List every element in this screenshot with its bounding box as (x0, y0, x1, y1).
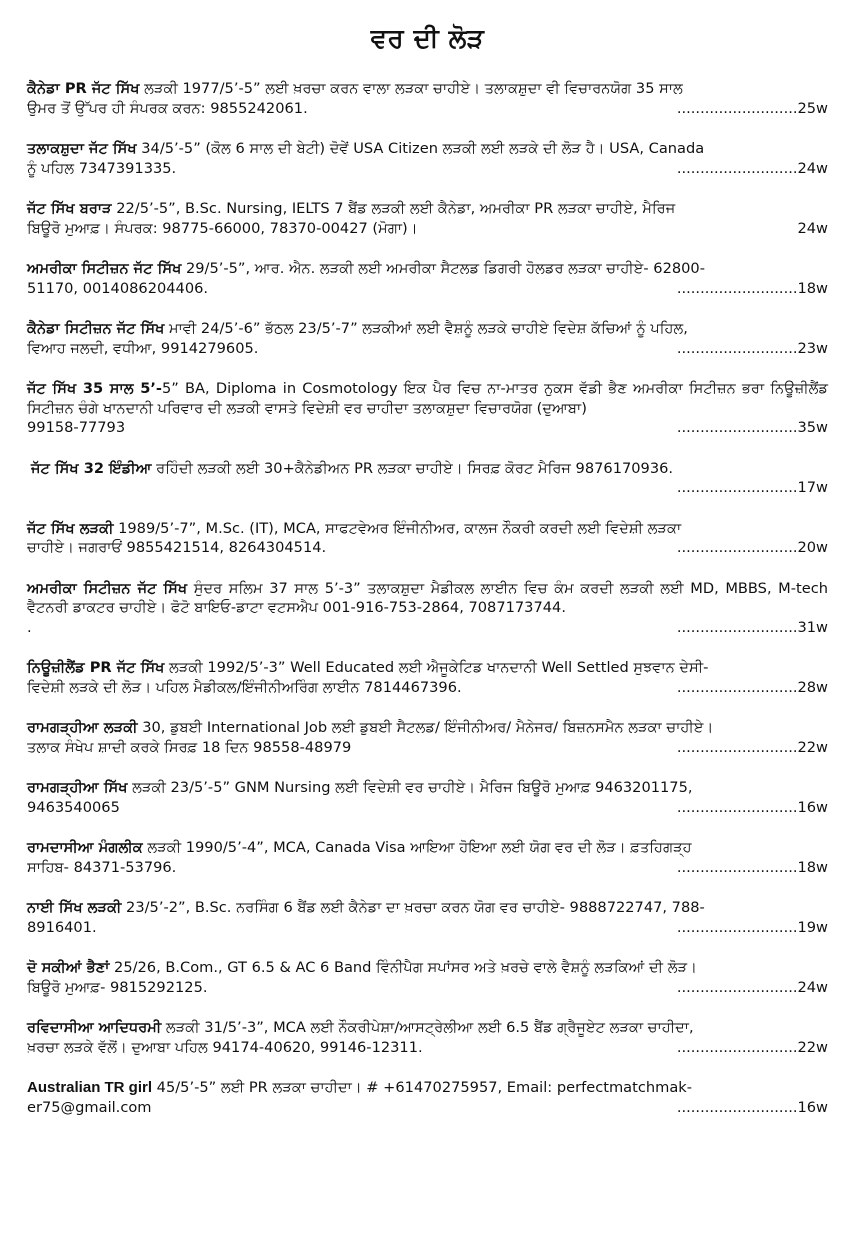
ad-text-end: . (27, 618, 32, 636)
ad-heading: ਜੱਟ ਸਿੱਖ 32 ਇੰਡੀਆ (31, 459, 152, 477)
ad-code: ..........................31w (676, 618, 828, 636)
ad-code: ..........................16w (676, 798, 828, 816)
ad-code: ..........................18w (676, 858, 828, 876)
ad-text-end: ਉਮਰ ਤੋਂ ਉੱਪਰ ਹੀ ਸੰਪਰਕ ਕਰਨ: 9855242061. (27, 99, 308, 117)
list-item (27, 519, 828, 558)
list-item (27, 958, 828, 997)
ad-text-end: ਬਿਊਰੋ ਮੁਆਫ਼- 9815292125. (27, 978, 208, 996)
ad-heading: ਕੈਨੇਡਾ ਸਿਟੀਜ਼ਨ ਜੱਟ ਸਿੱਖ (27, 320, 165, 337)
ad-text: ਲੜਕੀ 31/5’-3”, MCA ਲਈ ਨੌਕਰੀਪੇਸ਼ਾ/ਆਸਟ੍ਰੇਲੀਆ ਲਈ 6.5 ਬੈਂਡ ਗ੍ਰੈਜੂਏਟ ਲੜਕਾ ਚਾਹੀਦਾ, (161, 1019, 694, 1036)
ad-heading: Australian TR girl (27, 1079, 153, 1096)
ad-code: ..........................24w (676, 978, 828, 996)
ad-heading: ਰਾਮਦਾਸੀਆ ਮੰਗਲੀਕ (27, 839, 143, 856)
list-item (27, 199, 828, 238)
ad-text: ਲੜਕੀ 1992/5’-3” Well Educated ਲਈ ਐਜੂਕੇਟਿਡ ਖਾਨਦਾਨੀ Well Settled ਸੁਝਵਾਨ ਦੇਸੀ- (164, 659, 709, 676)
matrimonial-ads-list (27, 79, 828, 1117)
ad-text: 25/26, B.Com., GT 6.5 & AC 6 Band ਵਿੰਨੀਪੈਗ ਸਪਾਂਸਰ ਅਤੇ ਖ਼ਰਚੇ ਵਾਲੇ ਵੈਸ਼ਨੂੰ ਲੜਕਿਆਂ ਦੀ ਲੋੜ। (109, 959, 697, 976)
list-item (27, 778, 828, 817)
ad-code: ..........................20w (676, 539, 828, 556)
ad-heading: ਅਮਰੀਕਾ ਸਿਟੀਜ਼ਨ ਜੱਟ ਸਿੱਖ (27, 579, 188, 597)
ad-text: ਲੜਕੀ 23/5’-5” GNM Nursing ਲਈ ਵਿਦੇਸ਼ੀ ਵਰ ਚਾਹੀਏ। ਮੈਰਿਜ ਬਿਊਰੋ ਮੁਆਫ਼ 9463201175, (127, 779, 693, 796)
ad-text: 5” BA, Diploma in Cosmotology ਇਕ ਪੈਰ ਵਿਚ ਨਾ-ਮਾਤਰ ਨੁਕਸ ਵੱਡੀ ਭੈਣ ਅਮਰੀਕਾ ਸਿਟੀਜ਼ਨ ਭਰਾ ਨਿਊਜ਼ੀਲੈਂਡ ਸਿਟੀਜ਼ਨ ਚੰਗੇ ਖਾਨਦਾਨੀ ਪਰਿਵਾਰ ਦੀ ਲੜਕੀ ਵਾਸਤੇ ਵਿਦੇਸ਼ੀ ਵਰ ਚਾਹੀਦਾ ਤਲਾਕਸ਼ੁਦਾ ਵਿਚਾਰਯੋਗ (ਦੁਆਬਾ) (27, 380, 828, 417)
ad-text-end: 8916401. (27, 918, 97, 936)
list-item (27, 1018, 828, 1057)
ad-text: ਸੁੰਦਰ ਸਲਿਮ 37 ਸਾਲ 5’-3” ਤਲਾਕਸ਼ੁਦਾ ਮੈਡੀਕਲ ਲਾਈਨ ਵਿਚ ਕੰਮ ਕਰਦੀ ਲੜਕੀ ਲਈ MD, MBBS, M-tech ਵੈਟਨਰੀ ਡਾਕਟਰ ਚਾਹੀਏ। ਫੋਟੋ ਬਾਇਓ-ਡਾਟਾ ਵਟਸਐਪ 001-916-753-2864, 7087173744. (27, 579, 828, 616)
ad-heading: ਅਮਰੀਕਾ ਸਿਟੀਜ਼ਨ ਜੱਟ ਸਿੱਖ (27, 260, 182, 277)
ad-text: 30, ਡੁਬਈ International Job ਲਈ ਡੁਬਈ ਸੈਟਲਡ/ ਇੰਜੀਨੀਅਰ/ ਮੈਨੇਜਰ/ ਬਿਜ਼ਨਸਮੈਨ ਲੜਕਾ ਚਾਹੀਏ। (137, 719, 714, 736)
ad-code: ..........................17w (676, 479, 828, 496)
ad-text: ਮਾਵੀ 24/5’-6” ਭੱਠਲ 23/5’-7” ਲੜਕੀਆਂ ਲਈ ਵੈਸ਼ਨੂੰ ਲੜਕੇ ਚਾਹੀਏ ਵਿਦੇਸ਼ ਕੱਚਿਆਂ ਨੂੰ ਪਹਿਲ, (164, 320, 688, 337)
ad-text: 29/5’-5”, ਆਰ. ਐਨ. ਲੜਕੀ ਲਈ ਅਮਰੀਕਾ ਸੈਟਲਡ ਡਿਗਰੀ ਹੋਲਡਰ ਲੜਕਾ ਚਾਹੀਏ- 62800- (181, 260, 705, 277)
list-item (27, 139, 828, 178)
ad-text: 23/5’-2”, B.Sc. ਨਰਸਿੰਗ 6 ਬੈਂਡ ਲਈ ਕੈਨੇਡਾ ਦਾ ਖ਼ਰਚਾ ਕਰਨ ਯੋਗ ਵਰ ਚਾਹੀਏ- 9888722747, 788- (121, 899, 705, 916)
ad-code: ..........................18w (676, 279, 828, 297)
ad-heading: ਜੱਟ ਸਿੱਖ ਲੜਕੀ (27, 519, 114, 537)
ad-code: ..........................16w (676, 1098, 828, 1116)
ad-text-end: er75@gmail.com (27, 1098, 152, 1116)
list-item (27, 319, 828, 358)
ad-heading: ਰਾਮਗੜ੍ਹੀਆ ਸਿੱਖ (27, 779, 128, 796)
ad-text-end: ਵਿਆਹ ਜਲਦੀ, ਵਧੀਆ, 9914279605. (27, 339, 259, 357)
page-title: ਵਰ ਦੀ ਲੋੜ (370, 24, 485, 54)
list-item (27, 838, 828, 877)
ad-text-end: 51170, 0014086204406. (27, 279, 209, 297)
list-item (27, 658, 828, 697)
ad-heading: ਨਿਊਜ਼ੀਲੈਂਡ PR ਜੱਟ ਸਿੱਖ (27, 659, 165, 676)
list-item (27, 259, 828, 298)
ad-code: ..........................22w (676, 1038, 828, 1056)
ad-text-end: 9463540065 (27, 798, 120, 816)
list-item (27, 1078, 828, 1117)
ad-text: 1989/5’-7”, M.Sc. (IT), MCA, ਸਾਫਟਵੇਅਰ ਇੰਜੀਨੀਅਰ, ਕਾਲਜ ਨੌਕਰੀ ਕਰਦੀ ਲਈ ਵਿਦੇਸ਼ੀ ਲੜਕਾ (113, 519, 682, 537)
ad-text: 45/5’-5” ਲਈ PR ਲੜਕਾ ਚਾਹੀਦਾ। # +61470275957, Email: perfectmatchmak- (152, 1079, 692, 1096)
ad-text-end: ਤਲਾਕ ਸੰਖੇਪ ਸ਼ਾਦੀ ਕਰਕੇ ਸਿਰਫ਼ 18 ਦਿਨ 98558-48979 (27, 738, 352, 756)
ad-code: 24w (797, 219, 828, 237)
ad-text-end: ਨੂੰ ਪਹਿਲ 7347391335. (27, 159, 177, 177)
ad-heading: ਨਾਈ ਸਿੱਖ ਲੜਕੀ (27, 899, 122, 916)
ad-heading: ਰਾਮਗੜ੍ਹੀਆ ਲੜਕੀ (27, 719, 138, 736)
ad-code: ..........................23w (676, 339, 828, 357)
list-item (27, 898, 828, 937)
list-item (27, 79, 828, 118)
list-item (27, 718, 828, 757)
ad-text-end: ਖ਼ਰਚਾ ਲੜਕੇ ਵੱਲੋਂ। ਦੁਆਬਾ ਪਹਿਲ 94174-40620, 99146-12311. (27, 1038, 423, 1056)
ad-text: ਰਹਿੰਦੀ ਲੜਕੀ ਲਈ 30+ਕੈਨੇਡੀਅਨ PR ਲੜਕਾ ਚਾਹੀਏ। ਸਿਰਫ਼ ਕੋਰਟ ਮੈਰਿਜ 9876170936. (151, 459, 674, 477)
ad-text: ਲੜਕੀ 1990/5’-4”, MCA, Canada Visa ਆਇਆ ਹੋਇਆ ਲਈ ਯੋਗ ਵਰ ਦੀ ਲੋੜ। ਫ਼ਤਹਿਗੜ੍ਹ (142, 839, 692, 856)
ad-text-end: ਸਾਹਿਬ- 84371-53796. (27, 858, 177, 876)
ad-text: ਲੜਕੀ 1977/5’-5” ਲਈ ਖ਼ਰਚਾ ਕਰਨ ਵਾਲਾ ਲੜਕਾ ਚਾਹੀਏ। ਤਲਾਕਸ਼ੁਦਾ ਵੀ ਵਿਚਾਰਨਯੋਗ 35 ਸਾਲ (139, 80, 683, 97)
ad-code: ..........................22w (676, 738, 828, 756)
ad-heading: ਜੱਟ ਸਿੱਖ 35 ਸਾਲ 5’- (27, 380, 162, 397)
list-item (27, 379, 828, 438)
ad-heading: ਦੋ ਸਕੀਆਂ ਭੈਣਾਂ (27, 959, 110, 976)
ad-code: ..........................35w (676, 419, 828, 436)
ad-code: ..........................19w (676, 918, 828, 936)
ad-code: ..........................24w (676, 159, 828, 177)
ad-text-end: ਬਿਊਰੋ ਮੁਆਫ਼। ਸੰਪਰਕ: 98775-66000, 78370-00427 (ਮੋਗਾ)। (27, 219, 418, 237)
ad-heading: ਰਵਿਦਾਸੀਆ ਆਦਿਧਰਮੀ (27, 1019, 162, 1036)
ad-text-end: ਚਾਹੀਏ। ਜਗਰਾਓਂ 9855421514, 8264304514. (27, 539, 327, 556)
ad-text-end: ਵਿਦੇਸ਼ੀ ਲੜਕੇ ਦੀ ਲੋੜ। ਪਹਿਲ ਮੈਡੀਕਲ/ਇੰਜੀਨੀਅਰਿੰਗ ਲਾਈਨ 7814467396. (27, 678, 462, 696)
list-item (27, 459, 828, 498)
ad-heading: ਤਲਾਕਸ਼ੁਦਾ ਜੱਟ ਸਿੱਖ (27, 140, 137, 157)
ad-code: ..........................28w (676, 678, 828, 696)
list-item (27, 579, 828, 638)
ad-text: 34/5’-5” (ਕੋਲ 6 ਸਾਲ ਦੀ ਬੇਟੀ) ਦੋਵੇਂ USA Citizen ਲੜਕੀ ਲਈ ਲੜਕੇ ਦੀ ਲੋੜ ਹੈ। USA, Canada (136, 140, 705, 157)
ad-code: ..........................25w (676, 99, 828, 117)
ad-heading: ਕੈਨੇਡਾ PR ਜੱਟ ਸਿੱਖ (27, 80, 140, 97)
ad-heading: ਜੱਟ ਸਿੱਖ ਬਰਾੜ (27, 200, 112, 217)
ad-text-end: 99158-77793 (27, 419, 126, 436)
ad-text: 22/5’-5”, B.Sc. Nursing, IELTS 7 ਬੈਂਡ ਲੜਕੀ ਲਈ ਕੈਨੇਡਾ, ਅਮਰੀਕਾ PR ਲੜਕਾ ਚਾਹੀਏ, ਮੈਰਿਜ (111, 200, 676, 217)
